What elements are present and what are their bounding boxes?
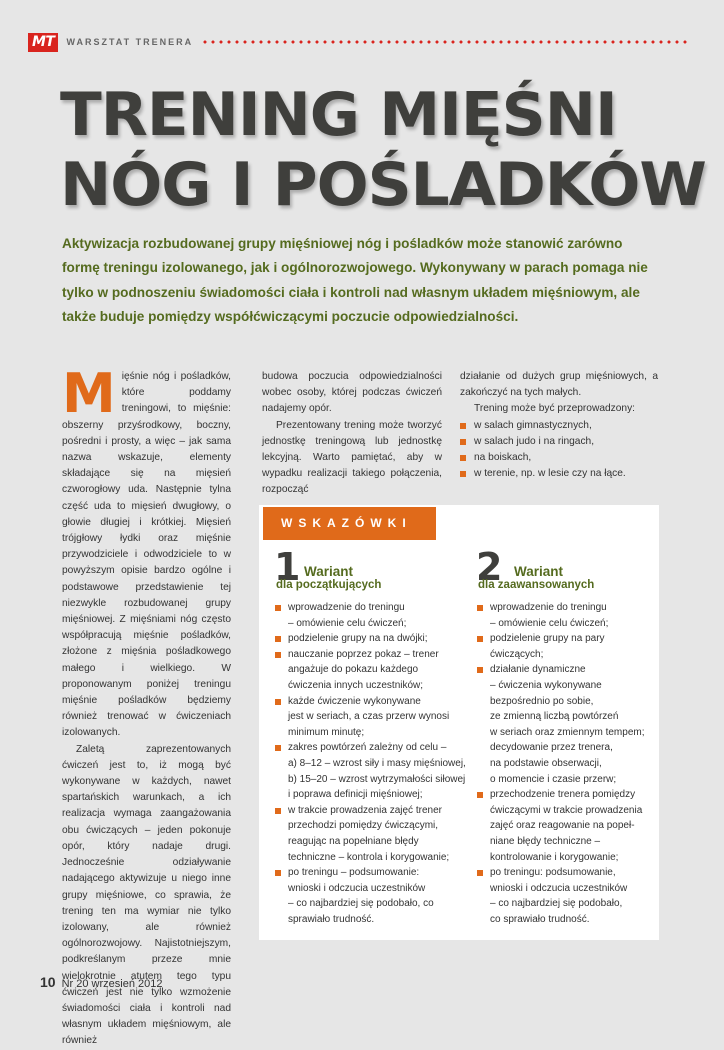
- list-item-line: niane błędy techniczne –: [490, 835, 601, 847]
- list-item-line: i poprawa definicji mięśniowej;: [288, 789, 423, 801]
- variant-advanced: [476, 545, 656, 927]
- list-item-line: po treningu: podsumowanie,: [490, 867, 616, 879]
- mt-logo: MT: [28, 33, 58, 52]
- list-item-line: przechodzi pomiędzy ćwiczącymi,: [288, 820, 439, 832]
- list-item-line: – co najbardziej się podobało, co: [288, 898, 434, 910]
- list-item: [476, 631, 656, 662]
- list-item: [476, 662, 656, 787]
- list-item-line: wnioski i odczucia uczestników: [490, 882, 628, 894]
- list-item-line: zajęć oraz reagowanie na popeł-: [490, 820, 635, 832]
- body-column-3: [460, 369, 658, 482]
- list-item: [274, 803, 480, 865]
- list-item-line: sprawiało trudność.: [288, 913, 375, 925]
- list-item-line: nauczanie poprzez pokaz – trener: [288, 648, 439, 660]
- list-item-line: kontrolowanie i korygowanie;: [490, 851, 619, 863]
- list-item: w salach judo i na ringach,: [460, 434, 658, 450]
- list-item: w salach gimnastycznych,: [460, 418, 658, 434]
- body-paragraph-6: Trening może być przeprowadzony:: [474, 403, 635, 415]
- variant-subtitle: dla początkujących: [276, 579, 382, 591]
- list-item-line: wprowadzenie do treningu: [490, 602, 607, 613]
- article-title: [60, 80, 706, 220]
- variant-beginners: [274, 545, 480, 927]
- list-item-line: bezpośrednio po sobie,: [490, 695, 594, 707]
- list-item-line: na podstawie obserwacji,: [490, 757, 602, 769]
- list-item-line: – omówienie celu ćwiczeń;: [490, 617, 609, 629]
- list-item-line: ćwiczenia innych uczestników;: [288, 679, 424, 691]
- list-item-line: działanie dynamiczne: [490, 664, 586, 676]
- variant-label: Wariant: [304, 564, 354, 579]
- list-item-line: wprowadzenie do treningu: [288, 602, 405, 613]
- list-item-line: techniczne – kontrola i korygowanie;: [288, 851, 450, 863]
- variant-number: 2: [476, 545, 503, 589]
- title-line-2: NÓG I POŚLADKÓW: [60, 150, 706, 220]
- list-item-line: decydowanie przez trenera,: [490, 742, 613, 754]
- list-item: [274, 647, 480, 694]
- body-paragraph-3: budowa poczucia odpowiedzialności wobec osoby, której podczas ćwiczeń nadajemy opór.: [262, 371, 442, 415]
- page-footer: [40, 974, 162, 990]
- title-line-1: TRENING MIĘŚNI: [60, 80, 617, 150]
- body-paragraph-2: Zaletą zaprezentowanych ćwiczeń jest to, iż mogą być wykonywane w każdych, nawet spartańskich warunkach, a ich realizacja wymaga zaangażowania obu ćwiczących – jeden pokonuje opór, który nadaje drugi. Jednocześnie odziaływanie nadającego aktywizuje u niego inne grupy mięśniowe, co sprawia, że trening ten ma wymiar nie tylko izolowany, ale również ogólnorozwojowy. Najistotniejszym, podkreślanym przeze mnie wielokrotnie atutem tego typu ćwiczeń jest nie tylko wzmożenie świadomości ciała i kontroli nad własnym układem mięśniowym, ale również: [62, 743, 231, 1047]
- list-item-line: – co najbardziej się podobało,: [490, 898, 623, 910]
- list-item-line: ćwiczącymi w trakcie prowadzenia: [490, 804, 643, 816]
- list-item-line: w seriach oraz zmiennym tempem;: [490, 726, 645, 738]
- list-item: [476, 600, 656, 631]
- dotted-rule: [201, 40, 690, 44]
- variant-list: [274, 600, 480, 927]
- list-item-line: a) 8–12 – wzrost siły i masy mięśniowej,: [288, 757, 466, 769]
- list-item-line: każde ćwiczenie wykonywane: [288, 695, 421, 707]
- tips-box: [259, 505, 659, 940]
- tips-tab: WSKAZÓWKI: [263, 507, 436, 540]
- body-column-1: [62, 362, 231, 1050]
- section-label: WARSZTAT TRENERA: [66, 37, 194, 47]
- list-item-line: ze zmienną liczbą powtórzeń: [490, 711, 619, 723]
- lead-paragraph: Aktywizacja rozbudowanej grupy mięśniowej nóg i pośladków może stanowić zarówno formę treningu izolowanego, jak i ogólnorozwojowego. Wykonywany w parach pomaga nie tylko w podnoszeniu świadomości ciała i kontroli nad własnym układem mięśniowym, ale także buduje pomiędzy współćwiczącymi poczucie odpowiedzialności.: [62, 236, 648, 324]
- list-item-line: – ćwiczenia wykonywane: [490, 679, 602, 691]
- page-header: [28, 31, 690, 53]
- list-item-line: o momencie i czasie przerw;: [490, 773, 617, 785]
- page-number: 10: [40, 974, 56, 990]
- list-item-line: podzielenie grupy na pary: [490, 633, 605, 645]
- list-item-line: reagując na popełniane błędy: [288, 835, 419, 847]
- list-item-line: jest w seriach, a czas przerw wynosi: [288, 711, 450, 723]
- list-item-line: angażuje do pokazu każdego: [288, 664, 419, 676]
- list-item: [274, 740, 480, 802]
- issue-info: Nr 20 wrzesień 2012: [61, 978, 163, 990]
- list-item: [274, 600, 480, 631]
- variant-number: 1: [274, 545, 301, 589]
- list-item-line: przechodzenie trenera pomiędzy: [490, 789, 636, 801]
- list-item-line: co sprawiało trudność.: [490, 913, 590, 925]
- drop-cap: M: [62, 362, 116, 425]
- variant-subtitle: dla zaawansowanych: [478, 579, 595, 591]
- list-item-line: podzielenie grupy na na dwójki;: [288, 633, 428, 645]
- list-item: [476, 865, 656, 927]
- variant-list: [476, 600, 656, 927]
- list-item-line: ćwiczących;: [490, 648, 544, 660]
- body-paragraph-4: Prezentowany trening może tworzyć jednostkę treningową lub jednostkę lekcyjną. Warto pamiętać, aby w wypadku realizacji takiego połączenia, rozpocząć: [262, 419, 442, 496]
- list-item-line: wnioski i odczucia uczestników: [288, 882, 426, 894]
- list-item-line: po treningu – podsumowanie:: [288, 867, 420, 879]
- places-list: [460, 418, 658, 483]
- body-paragraph-1: ięśnie nóg i pośladków, które poddamy treningowi, to mięśnie: obszerny przyśrodkowy, boczny, pośredni i prosty, a więc – jak sama nazwa wskazuje, elementy składające się na mięsień czworogłowy uda. Następnie tylna część uda to mięsień dwugłowy, o głowie długiej i krótkiej. Mięsień trójgłowy łydki oraz mięśnie przywodziciele i odwodziciele to w powyższym opisie bardzo ogólne i podstawowe przedstawienie tej niezwykle rozbudowanej grupy mięśniowej. Z mięśniami nóg często współpracują mięśnie pośladków, złożone z mięśnia pośladkowego małego i wielkiego. W proponowanym poniżej treningu mięśnie pośladków będziemy również trenować w ćwiczeniach izolowanych.: [62, 371, 231, 739]
- list-item: [274, 865, 480, 927]
- list-item: na boiskach,: [460, 450, 658, 466]
- list-item: [274, 694, 480, 741]
- list-item: [476, 787, 656, 865]
- list-item: [274, 631, 480, 647]
- list-item: w terenie, np. w lesie czy na łące.: [460, 466, 658, 482]
- variant-label: Wariant: [514, 564, 564, 579]
- list-item-line: w trakcie prowadzenia zajęć trener: [288, 804, 442, 816]
- body-column-2: [262, 369, 442, 499]
- list-item-line: minimum minutę;: [288, 726, 365, 738]
- list-item-line: – omówienie celu ćwiczeń;: [288, 617, 407, 629]
- list-item-line: zakres powtórzeń zależny od celu –: [288, 742, 447, 754]
- list-item-line: b) 15–20 – wzrost wytrzymałości siłowej: [288, 773, 466, 785]
- body-paragraph-5: działanie od dużych grup mięśniowych, a zakończyć na tych małych.: [460, 371, 658, 399]
